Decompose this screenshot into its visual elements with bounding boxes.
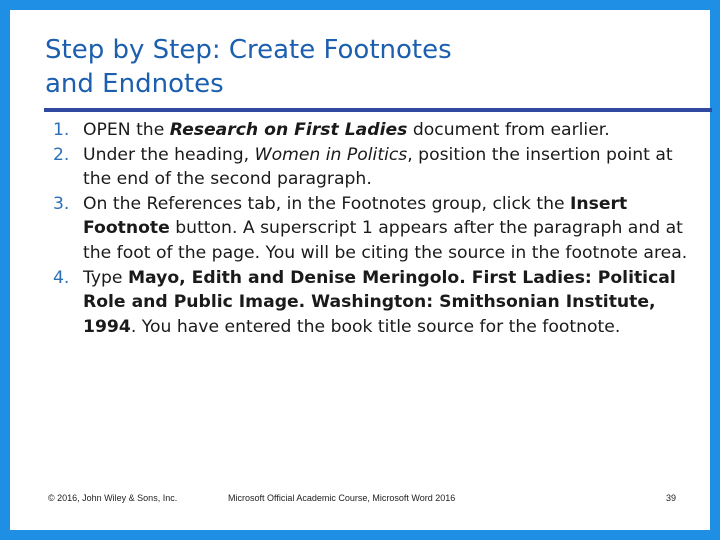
step-4-text-b: . You have entered the book title source for the footnote. [130,316,621,337]
insert-footnote-label: Insert Footnote [83,193,628,239]
step-3-number: 3. [53,193,70,214]
step-1 [18,118,698,143]
step-1-text-a: OPEN the [83,120,170,140]
step-1-text-b: document from earlier. [407,120,610,140]
slide [10,10,710,530]
step-2 [18,143,698,192]
page-number: 39 [666,493,677,503]
slide-title-line-2: and Endnotes [45,69,224,99]
document-name: Research on First Ladies [169,120,408,140]
step-4-text-a: Type [83,267,128,288]
slide-title-line-1: Step by Step: Create Footnotes [45,35,452,65]
step-2-text-a: Under the heading, [83,144,255,165]
step-2-text-b: , position the insertion point at the end of the second paragraph. [83,144,673,190]
title-divider [44,108,712,112]
step-2-number: 2. [53,144,70,165]
step-3-text-b: button. A superscript 1 appears after the paragraph and at the foot of the page. You will be citing the source in the footnote area. [83,218,688,263]
footer-copyright: © 2016, John Wiley & Sons, Inc. [48,493,178,503]
citation-text: Mayo, Edith and Denise Meringolo. First Ladies: Political Role and Public Image. Washington: Smithsonian Institute, 1994 [83,267,676,337]
step-4-number: 4. [53,267,70,288]
step-list [18,118,698,339]
slide-title [45,33,665,101]
footer-course: Microsoft Official Academic Course, Microsoft Word 2016 [228,493,456,503]
heading-name: Women in Politics [254,144,408,165]
step-3-text-a: On the References tab, in the Footnotes group, click the [83,193,570,214]
step-3 [18,192,698,266]
step-4 [18,266,698,340]
step-1-number: 1. [53,120,70,140]
